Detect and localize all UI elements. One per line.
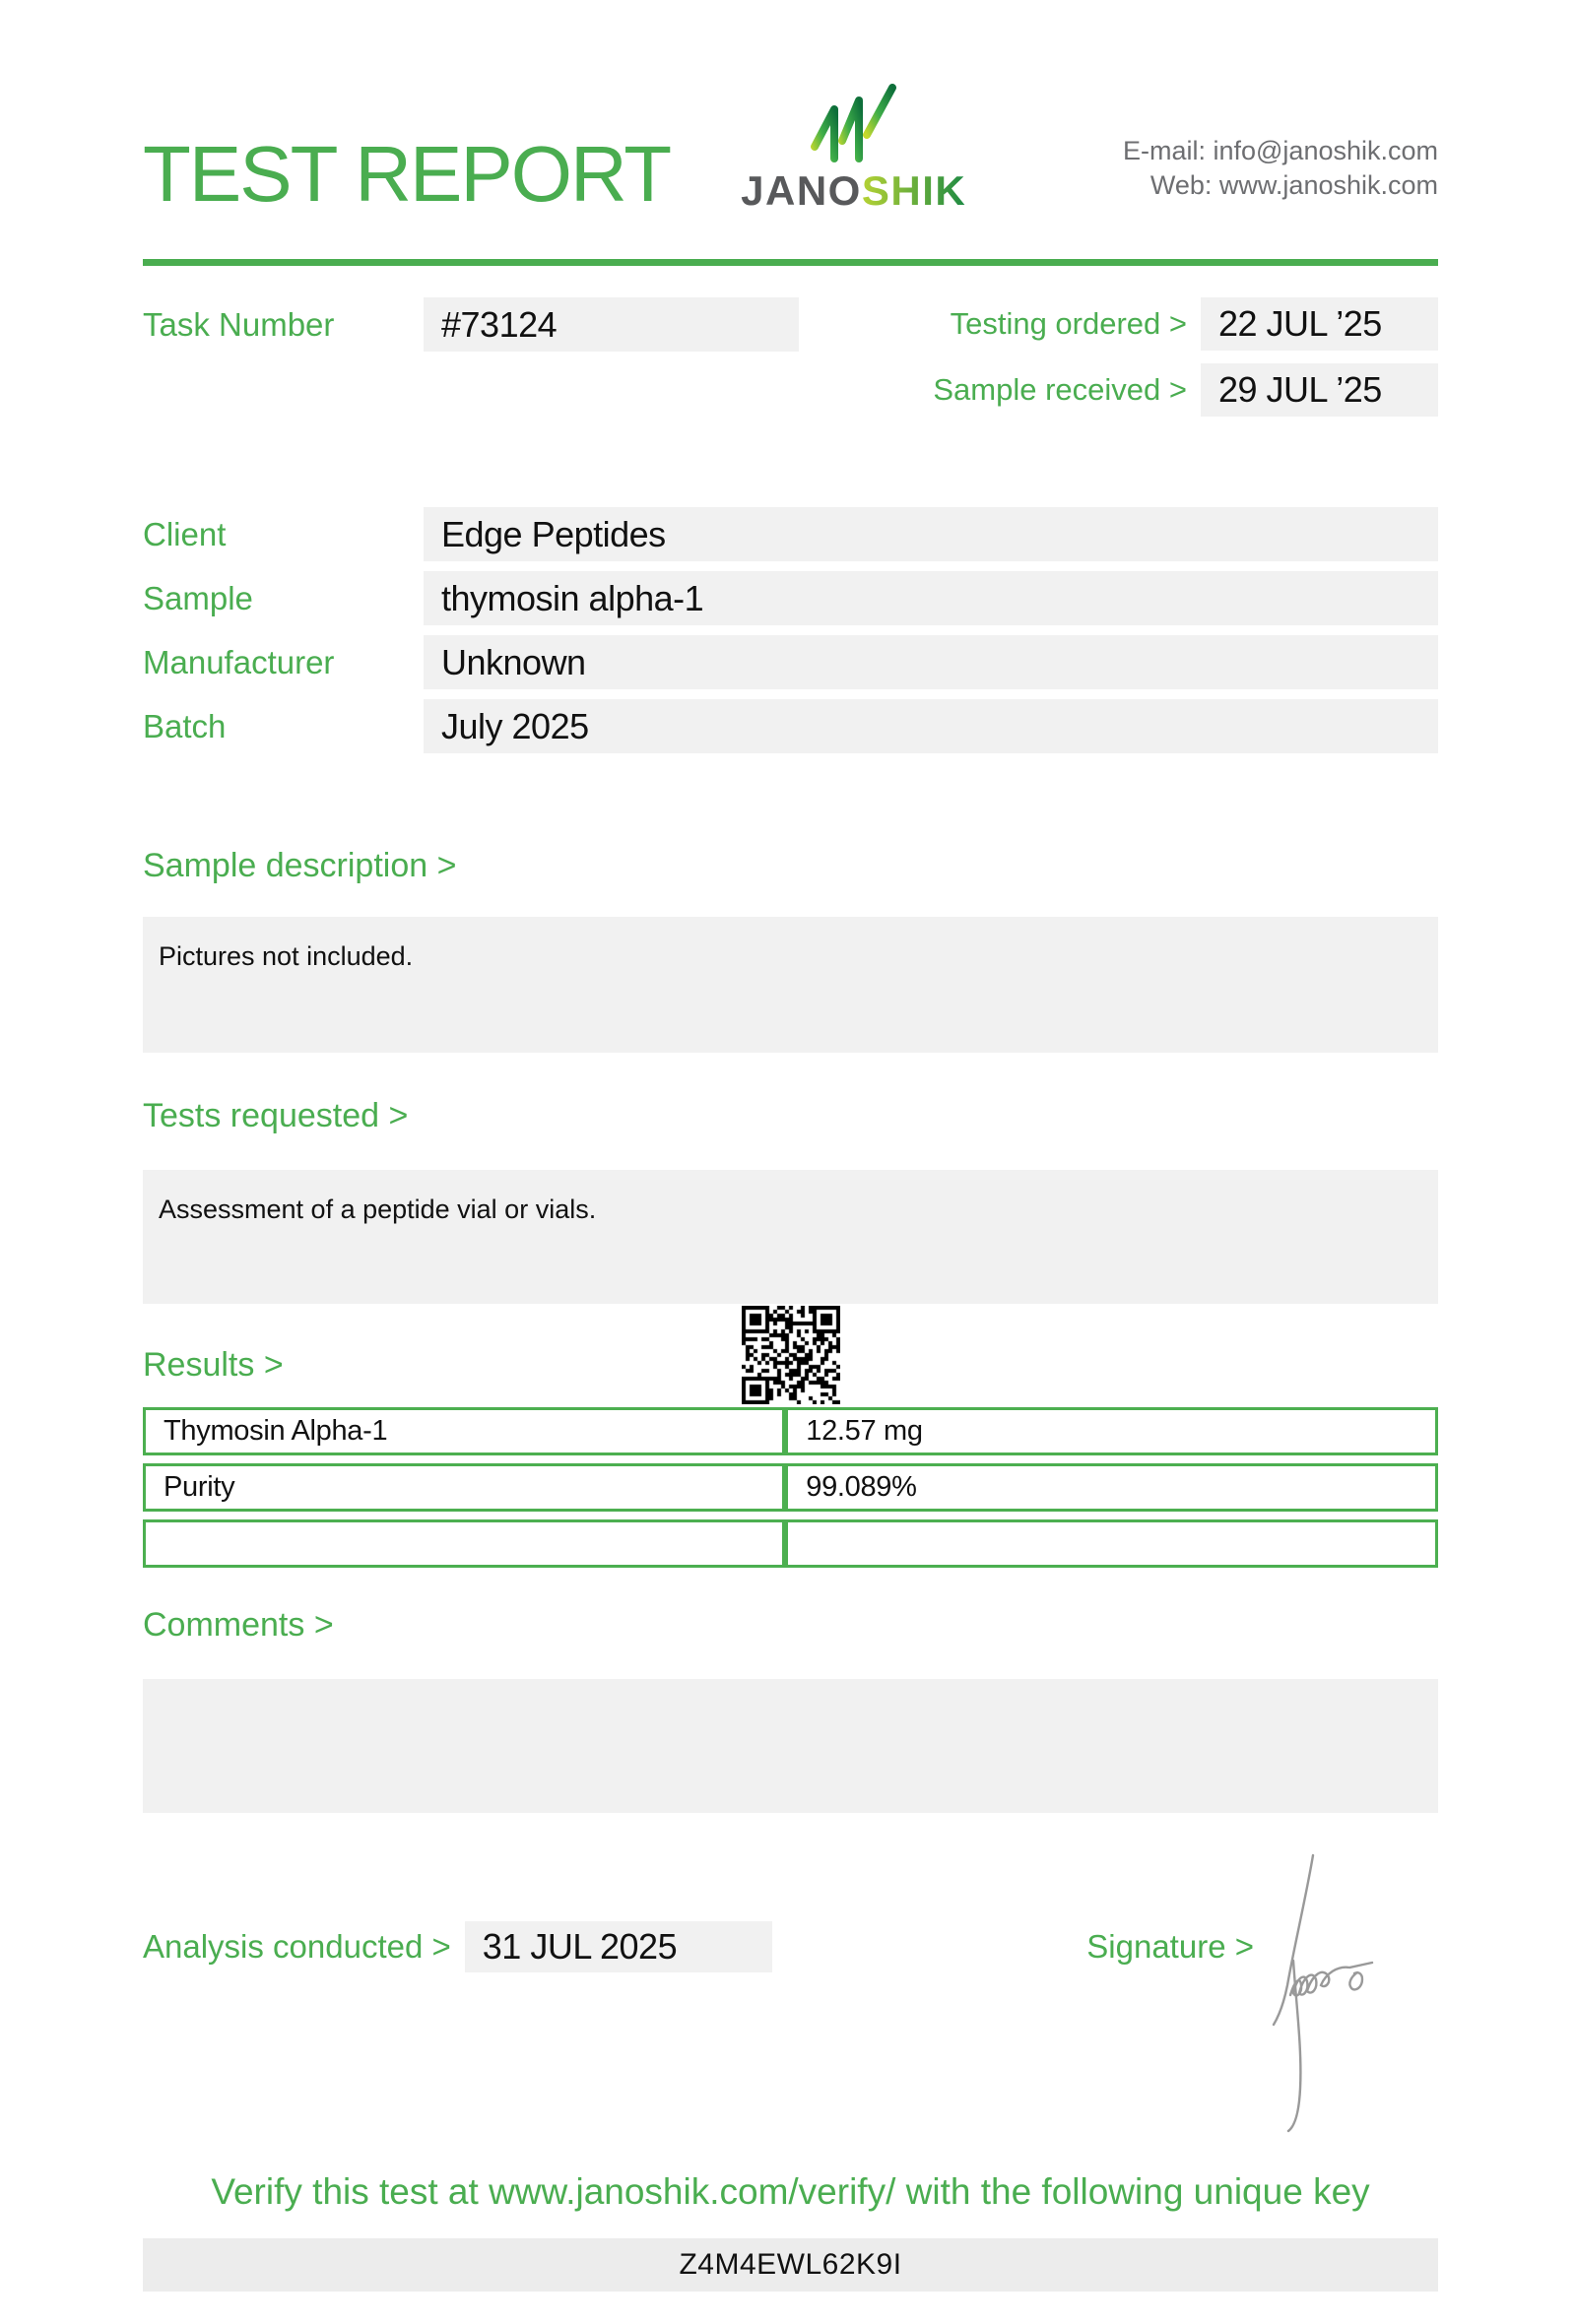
tests-requested-heading: Tests requested >	[143, 1097, 409, 1134]
results-table	[143, 1399, 1438, 1576]
web-label: Web:	[1149, 170, 1213, 201]
task-section	[143, 297, 1438, 417]
unique-key-box: Z4M4EWL62K9I	[143, 2238, 1438, 2292]
client-value: Edge Peptides	[424, 507, 1438, 561]
sample-received-date: 29 JUL ’25	[1201, 363, 1438, 417]
batch-value: July 2025	[424, 699, 1438, 753]
sample-received-row	[933, 363, 1438, 417]
manufacturer-label: Manufacturer	[143, 643, 335, 680]
testing-ordered-label: Testing ordered >	[950, 306, 1187, 341]
task-number-label: Task Number	[143, 305, 335, 343]
manufacturer-value: Unknown	[424, 635, 1438, 689]
table-row	[143, 1519, 1438, 1568]
client-label: Client	[143, 515, 227, 552]
table-row	[143, 1463, 1438, 1512]
analyte-cell	[143, 1519, 785, 1568]
qr-code	[742, 1306, 840, 1404]
dates-block	[933, 297, 1438, 417]
sample-received-label: Sample received >	[933, 372, 1187, 407]
page-title: TEST REPORT	[143, 130, 671, 218]
testing-ordered-date: 22 JUL ’25	[1201, 297, 1438, 351]
report-header	[143, 0, 1438, 218]
sample-value: thymosin alpha-1	[424, 571, 1438, 625]
contact-email-line	[1123, 134, 1438, 169]
contact-web-line	[1123, 168, 1438, 204]
sample-description-heading: Sample description >	[143, 847, 457, 884]
batch-label: Batch	[143, 707, 227, 744]
contact-block	[1123, 134, 1438, 212]
result-cell: 12.57 mg	[785, 1407, 1438, 1455]
tests-requested-box: Assessment of a peptide vial or vials.	[143, 1170, 1438, 1304]
analyte-cell: Thymosin Alpha-1	[143, 1407, 785, 1455]
header-divider	[143, 259, 1438, 266]
table-row	[143, 1407, 1438, 1455]
email-value: info@janoshik.com	[1213, 135, 1438, 165]
email-label: E-mail:	[1122, 135, 1206, 165]
analysis-signature-row	[143, 1921, 1438, 1972]
analysis-conducted-label: Analysis conducted >	[143, 1928, 451, 1965]
janoshik-logo	[741, 84, 966, 212]
info-row-sample	[143, 571, 1438, 625]
signature-label: Signature >	[1086, 1928, 1254, 1965]
comments-heading: Comments >	[143, 1606, 334, 1644]
analyte-cell: Purity	[143, 1463, 785, 1512]
verify-instruction: Verify this test at www.janoshik.com/verify/ with the following unique key	[211, 2171, 1370, 2212]
growth-chart-icon	[807, 84, 901, 164]
sample-description-box: Pictures not included.	[143, 917, 1438, 1053]
info-row-client	[143, 507, 1438, 561]
task-number-value: #73124	[424, 297, 799, 352]
result-cell	[785, 1519, 1438, 1568]
logo-text-secondary: SHIK	[861, 167, 967, 214]
handwritten-signature	[1261, 1847, 1433, 2138]
results-section	[143, 1304, 1438, 1576]
logo-wordmark	[741, 167, 967, 214]
task-number-row	[143, 297, 799, 352]
web-value: www.janoshik.com	[1218, 170, 1438, 201]
info-row-batch	[143, 699, 1438, 753]
results-heading: Results >	[143, 1346, 284, 1384]
sample-label: Sample	[143, 579, 253, 616]
result-cell: 99.089%	[785, 1463, 1438, 1512]
analysis-date: 31 JUL 2025	[465, 1921, 772, 1972]
comments-box	[143, 1679, 1438, 1813]
logo-text-primary: JANO	[741, 167, 862, 214]
sample-info-section	[143, 507, 1438, 753]
info-row-manufacturer	[143, 635, 1438, 689]
testing-ordered-row	[933, 297, 1438, 351]
